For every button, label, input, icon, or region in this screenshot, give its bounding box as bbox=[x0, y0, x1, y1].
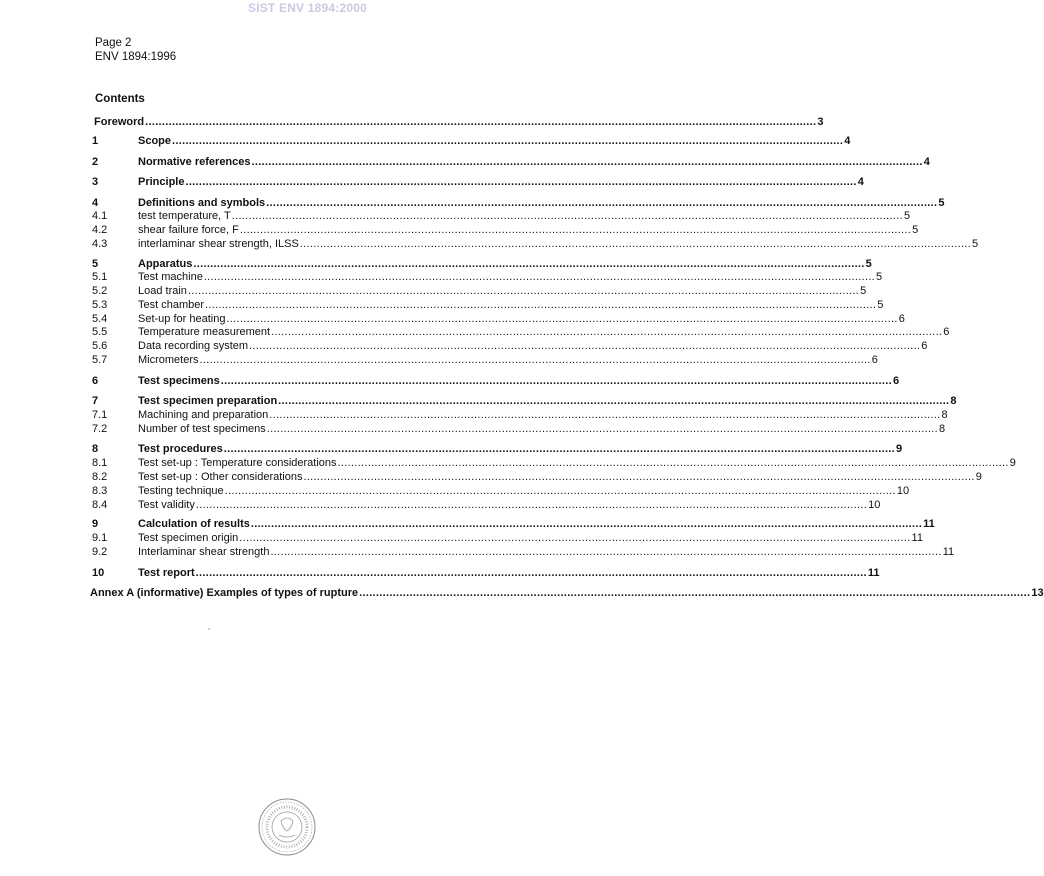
toc-entry[interactable] bbox=[92, 498, 881, 512]
toc-entry-title: Set-up for heating bbox=[138, 313, 226, 325]
toc-entry-number: 4.3 bbox=[92, 238, 108, 250]
toc-entry-page: 10 bbox=[896, 485, 910, 497]
toc-entry-page: 11 bbox=[911, 532, 923, 544]
dot-leader: ........................................................................................................................................................................................................ bbox=[199, 354, 871, 366]
toc-entry-page: 5 bbox=[876, 271, 883, 283]
dot-leader: ........................................................................................................................................................................................................ bbox=[226, 313, 898, 325]
toc-entry-title: Normative references bbox=[138, 156, 251, 168]
dot-leader: ........................................................................................................................................................................................................ bbox=[203, 271, 876, 283]
toc-entry-page: 8 bbox=[950, 395, 957, 407]
dot-leader: ........................................................................................................................................................................................................ bbox=[299, 238, 972, 250]
dot-leader: ........................................................................................................................................................................................................ bbox=[195, 567, 867, 579]
dot-leader: ........................................................................................................................................................................................................ bbox=[266, 197, 938, 209]
dot-leader: ........................................................................................................................................................................................................ bbox=[249, 340, 921, 352]
contents-heading: Contents bbox=[95, 93, 145, 105]
toc-entry[interactable] bbox=[92, 209, 911, 223]
dot-leader: ........................................................................................................................................................................................................ bbox=[250, 518, 923, 530]
toc-entry[interactable] bbox=[92, 257, 872, 271]
toc-entry-page: 4 bbox=[857, 176, 864, 188]
dot-leader: ........................................................................................................................................................................................................ bbox=[303, 471, 975, 483]
toc-entry-number: 7 bbox=[92, 395, 99, 407]
toc-entry-number: 8.2 bbox=[92, 471, 108, 483]
dot-leader: ........................................................................................................................................................................................................ bbox=[193, 258, 865, 270]
toc-entry-page: 5 bbox=[938, 197, 945, 209]
toc-entry[interactable] bbox=[92, 394, 957, 408]
toc-entry-page: 6 bbox=[871, 354, 878, 366]
toc-entry-title: Micrometers bbox=[138, 354, 199, 366]
dot-leader: ........................................................................................................................................................................................................ bbox=[172, 135, 844, 147]
dot-leader: ........................................................................................................................................................................................................ bbox=[220, 375, 892, 387]
toc-entry-number: 10 bbox=[92, 567, 105, 579]
toc-entry-title: Test set-up : Other considerations bbox=[138, 471, 303, 483]
toc-entry-number: 9 bbox=[92, 518, 99, 530]
toc-entry-title: Scope bbox=[138, 135, 172, 147]
toc-entry-number: 2 bbox=[92, 156, 99, 168]
toc-entry-page: 11 bbox=[923, 518, 935, 530]
stamp-seal-icon bbox=[257, 797, 317, 857]
toc-entry-title: Apparatus bbox=[138, 258, 193, 270]
document-code: ENV 1894:1996 bbox=[95, 51, 177, 63]
toc-entry-title: Foreword bbox=[94, 116, 145, 128]
dot-leader: ........................................................................................................................................................................................................ bbox=[239, 224, 912, 236]
toc-entry-title: Number of test specimens bbox=[138, 423, 266, 435]
toc-entry-number: 9.2 bbox=[92, 546, 108, 558]
toc-entry[interactable] bbox=[92, 298, 884, 312]
toc-entry-page: 5 bbox=[912, 224, 919, 236]
toc-entry-title: Test machine bbox=[138, 271, 203, 283]
toc-entry-title: Definitions and symbols bbox=[138, 197, 266, 209]
toc-entry[interactable] bbox=[92, 284, 867, 298]
toc-entry[interactable] bbox=[92, 270, 883, 284]
toc-entry-page: 11 bbox=[867, 567, 880, 579]
toc-entry[interactable] bbox=[92, 175, 864, 189]
toc-entry-page: 4 bbox=[923, 156, 930, 168]
toc-entry-number: 5.1 bbox=[92, 271, 108, 283]
dot-leader: ........................................................................................................................................................................................................ bbox=[187, 285, 860, 297]
toc-entry-title: interlaminar shear strength, ILSS bbox=[138, 238, 299, 250]
toc-entry[interactable] bbox=[92, 456, 1016, 470]
dot-leader: ........................................................................................................................................................................................................ bbox=[251, 156, 923, 168]
toc-entry[interactable] bbox=[92, 325, 950, 339]
toc-entry-title: shear failure force, F bbox=[138, 224, 239, 236]
toc-entry[interactable] bbox=[92, 484, 910, 498]
dot-leader: ........................................................................................................................................................................................................ bbox=[185, 176, 857, 188]
dot-leader: ........................................................................................................................................................................................................ bbox=[270, 546, 942, 558]
toc-entry-page: 9 bbox=[975, 471, 982, 483]
dot-leader: ........................................................................................................................................................................................................ bbox=[239, 532, 911, 544]
toc-entry[interactable] bbox=[92, 237, 979, 251]
toc-entry-number: 7.1 bbox=[92, 409, 108, 421]
page-number: Page 2 bbox=[95, 37, 132, 49]
dot-leader: ........................................................................................................................................................................................................ bbox=[223, 443, 896, 455]
toc-entry-page: 4 bbox=[844, 135, 851, 147]
toc-entry-title: Testing technique bbox=[138, 485, 224, 497]
toc-entry-number: 8.4 bbox=[92, 499, 108, 511]
toc-entry-title: Test chamber bbox=[138, 299, 205, 311]
toc-entry[interactable] bbox=[92, 545, 955, 559]
dot-leader: ........................................................................................................................................................................................................ bbox=[145, 116, 817, 128]
dot-leader: ........................................................................................................................................................................................................ bbox=[269, 409, 941, 421]
toc-entry[interactable] bbox=[90, 586, 1044, 600]
dot-leader: ........................................................................................................................................................................................................ bbox=[337, 457, 1009, 469]
toc-entry-page: 5 bbox=[860, 285, 867, 297]
toc-entry-number: 8 bbox=[92, 443, 99, 455]
toc-entry-title: Load train bbox=[138, 285, 187, 297]
toc-entry-title: test temperature, T bbox=[138, 210, 231, 222]
toc-entry[interactable] bbox=[92, 470, 982, 484]
toc-entry-page: 11 bbox=[942, 546, 955, 558]
toc-entry-page: 3 bbox=[817, 116, 824, 128]
toc-entry[interactable] bbox=[92, 566, 880, 580]
toc-entry-page: 13 bbox=[1031, 587, 1044, 599]
toc-entry[interactable] bbox=[92, 422, 946, 436]
toc-entry-page: 10 bbox=[868, 499, 881, 511]
toc-entry-number: 6 bbox=[92, 375, 99, 387]
dot-leader: ........................................................................................................................................................................................................ bbox=[231, 210, 903, 222]
toc-entry[interactable] bbox=[92, 408, 948, 422]
toc-entry[interactable] bbox=[92, 353, 878, 367]
toc-entry[interactable] bbox=[92, 312, 905, 326]
toc-entry[interactable] bbox=[92, 339, 928, 353]
toc-entry-number: 5.5 bbox=[92, 326, 108, 338]
toc-entry-number: 5.7 bbox=[92, 354, 108, 366]
toc-entry-number: 9.1 bbox=[92, 532, 108, 544]
toc-entry-page: 6 bbox=[898, 313, 905, 325]
toc-entry-title: Annex A (informative) Examples of types of rupture bbox=[90, 587, 359, 599]
toc-entry[interactable] bbox=[92, 223, 919, 237]
dot-leader: ........................................................................................................................................................................................................ bbox=[359, 587, 1031, 599]
toc-entry-number: 5.2 bbox=[92, 285, 108, 297]
toc-entry-page: 5 bbox=[903, 210, 911, 222]
dot-leader: ........................................................................................................................................................................................................ bbox=[266, 423, 939, 435]
toc-entry-title: Machining and preparation bbox=[138, 409, 269, 421]
toc-entry-page: 8 bbox=[939, 423, 946, 435]
toc-entry-number: 1 bbox=[92, 135, 99, 147]
toc-entry-number: 4.1 bbox=[92, 210, 108, 222]
toc-entry-title: Test specimen origin bbox=[138, 532, 239, 544]
toc-entry[interactable] bbox=[92, 134, 851, 148]
toc-entry-title: Calculation of results bbox=[138, 518, 250, 530]
toc-entry-title: Test report bbox=[138, 567, 195, 579]
toc-entry-page: 5 bbox=[865, 258, 872, 270]
toc-entry-page: 5 bbox=[972, 238, 979, 250]
toc-entry[interactable] bbox=[92, 196, 945, 210]
toc-entry-number: 4.2 bbox=[92, 224, 108, 236]
toc-entry-number: 5 bbox=[92, 258, 99, 270]
toc-entry[interactable] bbox=[92, 374, 900, 388]
dot-leader: ........................................................................................................................................................................................................ bbox=[205, 299, 877, 311]
toc-entry[interactable] bbox=[92, 442, 903, 456]
toc-entry[interactable] bbox=[94, 115, 824, 129]
scan-speck bbox=[208, 628, 210, 630]
dot-leader: ........................................................................................................................................................................................................ bbox=[271, 326, 943, 338]
toc-entry[interactable] bbox=[92, 517, 935, 531]
toc-entry-page: 5 bbox=[877, 299, 884, 311]
toc-entry-number: 8.3 bbox=[92, 485, 108, 497]
toc-entry-page: 6 bbox=[943, 326, 950, 338]
watermark: SIST ENV 1894:2000 bbox=[247, 1, 367, 15]
toc-entry-title: Test validity bbox=[138, 499, 195, 511]
toc-entry-number: 3 bbox=[92, 176, 99, 188]
toc-entry-title: Temperature measurement bbox=[138, 326, 271, 338]
toc-entry-number: 8.1 bbox=[92, 457, 108, 469]
toc-entry-title: Test specimens bbox=[138, 375, 220, 387]
toc-entry-title: Data recording system bbox=[138, 340, 249, 352]
toc-entry-title: Test set-up : Temperature considerations bbox=[138, 457, 337, 469]
toc-entry-title: Principle bbox=[138, 176, 185, 188]
toc-entry-page: 9 bbox=[1009, 457, 1016, 469]
dot-leader: ........................................................................................................................................................................................................ bbox=[195, 499, 868, 511]
toc-entry-number: 7.2 bbox=[92, 423, 108, 435]
toc-entry-page: 6 bbox=[892, 375, 900, 387]
toc-entry-number: 5.6 bbox=[92, 340, 108, 352]
toc-entry[interactable] bbox=[92, 155, 930, 169]
toc-entry-number: 4 bbox=[92, 197, 99, 209]
toc-entry[interactable] bbox=[92, 531, 923, 545]
dot-leader: ........................................................................................................................................................................................................ bbox=[224, 485, 896, 497]
toc-entry-title: Interlaminar shear strength bbox=[138, 546, 270, 558]
toc-entry-number: 5.3 bbox=[92, 299, 108, 311]
dot-leader: ........................................................................................................................................................................................................ bbox=[278, 395, 950, 407]
toc-entry-page: 6 bbox=[921, 340, 928, 352]
toc-entry-number: 5.4 bbox=[92, 313, 108, 325]
toc-entry-title: Test procedures bbox=[138, 443, 223, 455]
toc-entry-page: 9 bbox=[896, 443, 903, 455]
toc-entry-title: Test specimen preparation bbox=[138, 395, 278, 407]
toc-entry-page: 8 bbox=[941, 409, 948, 421]
